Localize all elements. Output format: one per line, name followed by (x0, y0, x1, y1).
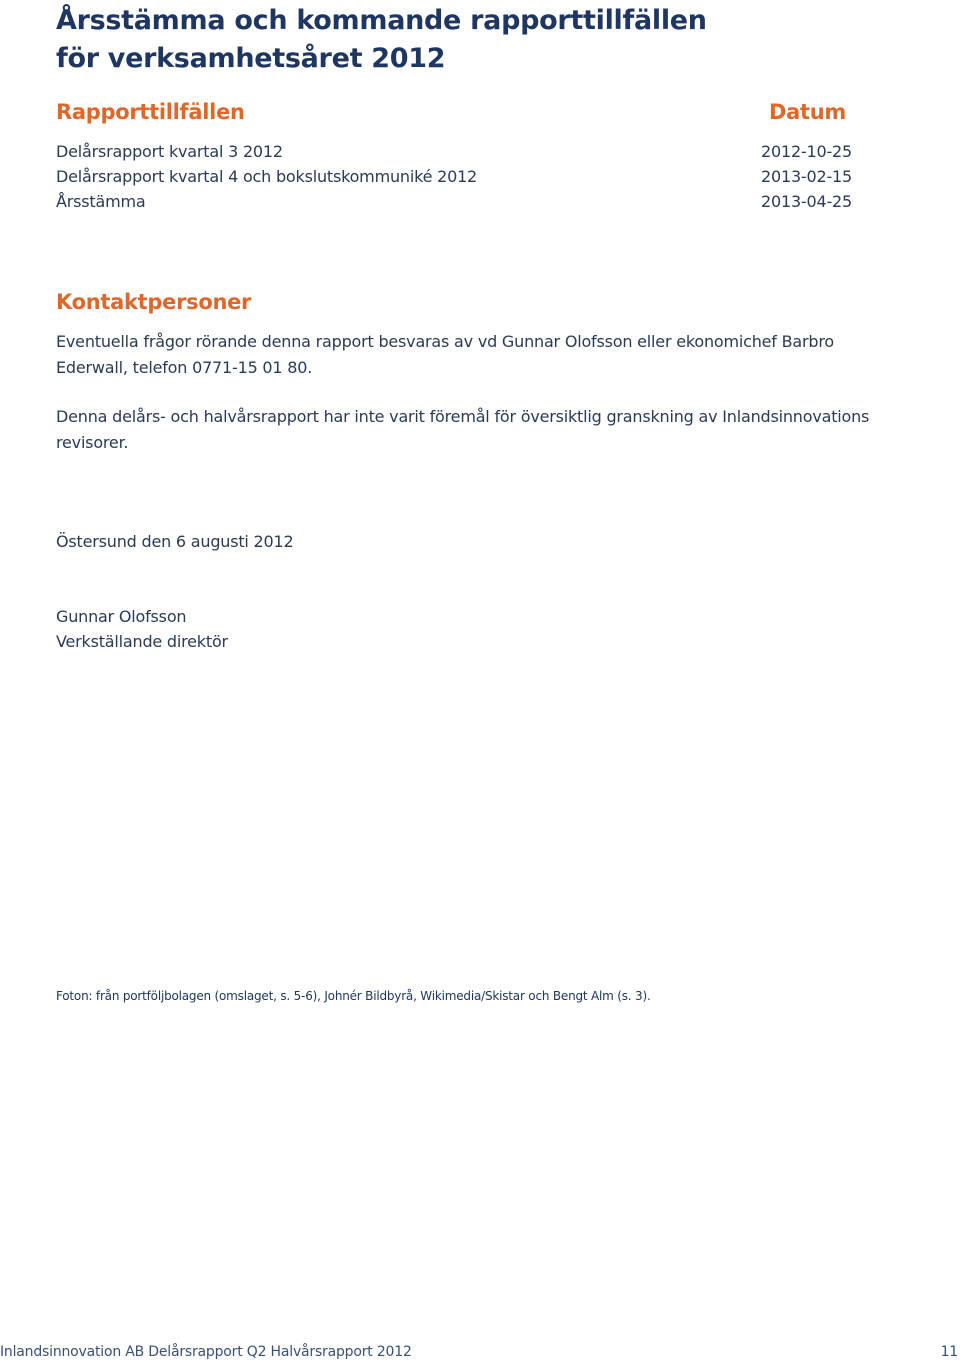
schedule-label: Delårsrapport kvartal 3 2012 (56, 142, 283, 161)
photo-credit: Foton: från portföljbolagen (omslaget, s. 5-6), Johnér Bildbyrå, Wikimedia/Skistar och Bengt Alm (s. 3). (56, 989, 651, 1003)
report-dates-heading: Rapporttillfällen (56, 100, 245, 124)
footer-text: Inlandsinnovation AB Delårsrapport Q2 Halvårsrapport 2012 (0, 1344, 412, 1360)
page-footer (0, 1342, 960, 1362)
page-title (56, 2, 916, 78)
review-line-1: Denna delårs- och halvårsrapport har inte varit föremål för översiktlig granskning av Inlandsinnovations (56, 407, 870, 426)
page-number: 11 (940, 1344, 958, 1360)
schedule-label: Delårsrapport kvartal 4 och bokslutskommuniké 2012 (56, 167, 478, 186)
schedule-date: 2013-04-25 (761, 192, 852, 211)
review-paragraph (56, 404, 906, 456)
schedule-row (56, 139, 852, 164)
schedule-row (56, 164, 852, 189)
contacts-heading: Kontaktpersoner (56, 290, 252, 314)
contact-line-1: Eventuella frågor rörande denna rapport besvaras av vd Gunnar Olofsson eller ekonomichef Barbro (56, 332, 834, 351)
contact-line-2: Ederwall, telefon 0771-15 01 80. (56, 358, 313, 377)
schedule-label: Årsstämma (56, 192, 146, 211)
signatory-name: Gunnar Olofsson (56, 607, 187, 626)
report-schedule-table (56, 139, 852, 214)
signatory-role: Verkställande direktör (56, 632, 228, 651)
page-title-line-1: Årsstämma och kommande rapporttillfällen (56, 5, 707, 36)
schedule-row (56, 189, 852, 214)
place-date: Östersund den 6 augusti 2012 (56, 532, 294, 551)
review-line-2: revisorer. (56, 433, 129, 452)
page-title-line-2: för verksamhetsåret 2012 (56, 43, 446, 74)
schedule-date: 2012-10-25 (761, 142, 852, 161)
contact-paragraph (56, 329, 906, 381)
schedule-date: 2013-02-15 (761, 167, 852, 186)
date-column-heading: Datum (769, 100, 846, 124)
